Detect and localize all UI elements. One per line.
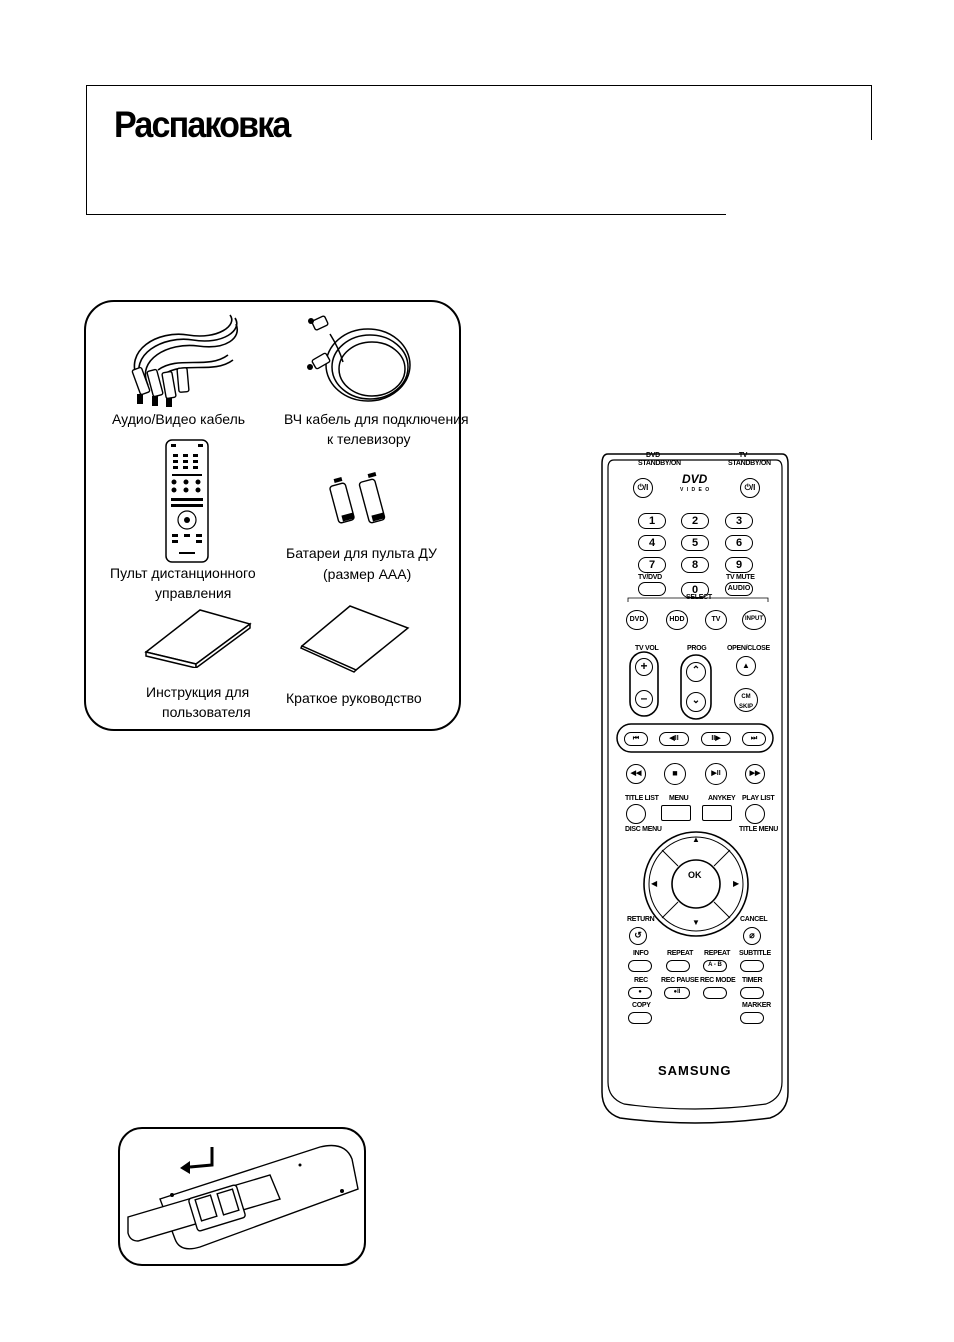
remote-control-label-line1: Пульт дистанционного [110, 565, 256, 581]
number-4-button[interactable]: 4 [638, 535, 666, 551]
play-pause-icon: ▶II [711, 770, 721, 777]
skip-back-button[interactable] [624, 732, 648, 746]
tv-dvd-label: TV/DVD [638, 574, 662, 581]
skip-back-icon: ⏮ [632, 735, 640, 742]
tv-dvd-button[interactable] [638, 582, 666, 596]
subtitle-button[interactable] [740, 960, 764, 972]
rec-label: REC [634, 977, 648, 984]
video-logo: V I D E O [680, 487, 711, 493]
fast-forward-icon: ▶▶ [749, 770, 761, 777]
remote-control-illustration [164, 438, 210, 564]
dvd-logo: DVD [682, 472, 708, 486]
timer-label: TIMER [742, 977, 763, 984]
volume-down-button[interactable]: – [635, 690, 653, 708]
copy-button[interactable] [628, 1012, 652, 1024]
select-input-button[interactable]: INPUT [742, 610, 766, 630]
marker-label: MARKER [742, 1002, 771, 1009]
copy-label: COPY [632, 1002, 651, 1009]
eject-icon: ▲ [742, 661, 750, 670]
info-label: INFO [633, 950, 649, 957]
power-icon: ⏻/I [637, 483, 649, 492]
power-icon: ⏻/I [744, 483, 756, 492]
disc-menu-label: DISC MENU [625, 826, 662, 833]
battery-cover-illustration [120, 1129, 366, 1266]
arrow-down-icon[interactable]: ▼ [692, 918, 700, 927]
dvd-standby-label: DVD STANDBY/ON [638, 452, 681, 467]
prog-label: PROG [687, 645, 707, 652]
menu-button[interactable] [661, 805, 691, 821]
user-manual-label-line2: пользователя [162, 704, 251, 720]
number-1-button[interactable]: 1 [638, 513, 666, 529]
title-menu-label: TITLE MENU [739, 826, 778, 833]
rf-cable-label-line2: к телевизору [327, 431, 411, 447]
rewind-button[interactable] [626, 764, 646, 784]
step-forward-icon: II▶ [711, 735, 721, 742]
remote-control-diagram [600, 452, 790, 1128]
user-manual-illustration [142, 606, 254, 668]
rec-mode-label: REC MODE [700, 977, 736, 984]
ok-button[interactable]: OK [688, 870, 702, 880]
step-back-button[interactable] [659, 732, 689, 746]
marker-button[interactable] [740, 1012, 764, 1024]
menu-label: MENU [669, 795, 689, 802]
tv-standby-button[interactable] [740, 478, 760, 498]
subtitle-label: SUBTITLE [739, 950, 771, 957]
prog-down-button[interactable] [686, 692, 706, 712]
select-tv-button[interactable]: TV [705, 610, 727, 630]
number-9-button[interactable]: 9 [725, 557, 753, 573]
tv-vol-label: TV VOL [635, 645, 659, 652]
number-0-button[interactable]: 0 [681, 582, 709, 598]
batteries-label-line2: (размер AAA) [323, 566, 412, 582]
remote-control-label-line2: управления [155, 585, 232, 601]
volume-up-button[interactable]: + [635, 658, 653, 676]
skip-forward-button[interactable] [742, 732, 766, 746]
batteries-illustration [326, 470, 398, 532]
arrow-up-icon[interactable]: ▲ [692, 835, 700, 844]
rf-cable-label-line1: ВЧ кабель для подключения [284, 411, 469, 427]
rf-cable-illustration [305, 312, 415, 407]
number-8-button[interactable]: 8 [681, 557, 709, 573]
tv-standby-label: TV STANDBY/ON [728, 452, 771, 467]
prog-up-button[interactable] [686, 662, 706, 682]
step-forward-button[interactable] [701, 732, 731, 746]
info-button[interactable] [628, 960, 652, 972]
timer-button[interactable] [740, 987, 764, 999]
select-dvd-button[interactable]: DVD [626, 610, 648, 630]
stop-button[interactable] [664, 763, 686, 785]
repeat-button[interactable] [666, 960, 690, 972]
av-cable-illustration [118, 310, 248, 410]
rec-pause-button[interactable]: ●II [664, 987, 690, 999]
quick-guide-illustration [298, 602, 412, 674]
stop-icon: ■ [672, 768, 678, 778]
repeat-label: REPEAT [667, 950, 694, 957]
cm-skip-button[interactable]: CM SKIP [734, 688, 758, 712]
number-6-button[interactable]: 6 [725, 535, 753, 551]
av-cable-label: Аудио/Видео кабель [112, 411, 246, 427]
play-list-button[interactable] [745, 804, 765, 824]
open-close-label: OPEN/CLOSE [727, 645, 770, 652]
rewind-icon: ◀◀ [630, 770, 642, 777]
samsung-logo: SAMSUNG [658, 1063, 732, 1078]
repeat-ab-label: REPEAT [704, 950, 731, 957]
anykey-button[interactable] [702, 805, 732, 821]
rec-pause-label: REC PAUSE [661, 977, 699, 984]
tv-mute-label: TV MUTE [726, 574, 755, 581]
play-pause-button[interactable] [705, 763, 727, 785]
return-button[interactable]: ↺ [629, 927, 647, 945]
cancel-label: CANCEL [740, 916, 768, 923]
arrow-right-icon[interactable]: ▶ [733, 879, 740, 888]
rec-button[interactable]: ● [628, 987, 652, 999]
cancel-button[interactable]: ⌀ [743, 927, 761, 945]
return-label: RETURN [627, 916, 655, 923]
user-manual-label-line1: Инструкция для [146, 684, 250, 700]
play-list-label: PLAY LIST [742, 795, 775, 802]
dvd-standby-button[interactable] [633, 478, 653, 498]
audio-button[interactable]: AUDIO [725, 582, 753, 596]
rec-mode-button[interactable] [703, 987, 727, 999]
number-3-button[interactable]: 3 [725, 513, 753, 529]
batteries-label-line1: Батареи для пульта ДУ [286, 545, 437, 561]
anykey-label: ANYKEY [708, 795, 736, 802]
remote-body [600, 452, 790, 1128]
battery-cover-illustration-frame [118, 1127, 366, 1266]
page-title: Распаковка [114, 104, 290, 145]
select-hdd-button[interactable]: HDD [666, 610, 688, 630]
open-close-button[interactable] [736, 656, 756, 676]
arrow-left-icon[interactable]: ◀ [651, 879, 658, 888]
select-label: SELECT [686, 594, 712, 601]
arrow-down-icon: ⌄ [691, 695, 701, 706]
skip-forward-icon: ⏭ [750, 735, 758, 742]
fast-forward-button[interactable] [745, 764, 765, 784]
quick-guide-label: Краткое руководство [286, 690, 422, 706]
number-5-button[interactable]: 5 [681, 535, 709, 551]
title-list-label: TITLE LIST [625, 795, 659, 802]
step-back-icon: ◀II [669, 735, 679, 742]
arrow-up-icon: ⌃ [691, 665, 701, 676]
number-7-button[interactable]: 7 [638, 557, 666, 573]
title-list-button[interactable] [626, 804, 646, 824]
number-2-button[interactable]: 2 [681, 513, 709, 529]
repeat-ab-button[interactable]: A - B [703, 960, 727, 972]
